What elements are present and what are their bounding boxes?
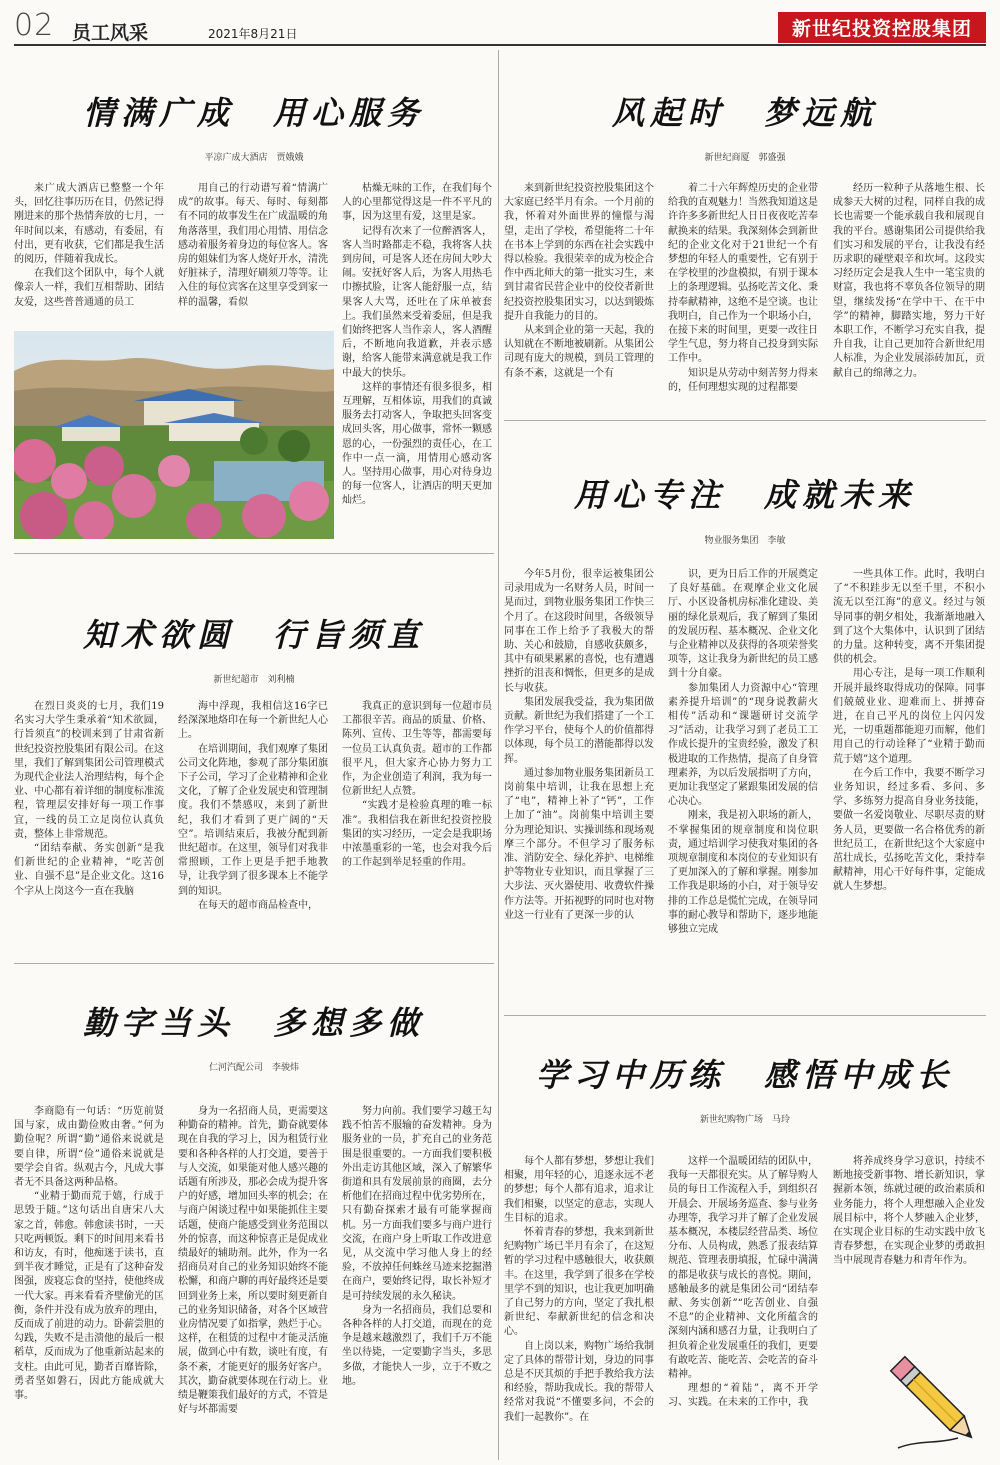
article-title: 风起时 梦远航: [611, 94, 878, 132]
article-column: 用自己的行动谱写着“情满广成”的故事。每天、每时、每刻都有不同的故事发生在广成温暖的角角落落里，我们用心用情、用信念感动着服务着身边的每位客人。客房的姐妹们为客人烧好开水，清洗好脏袜子，清理好刷须刀等等。让入住的每位宾客在这里享受到家一样的温馨，看似: [178, 183, 328, 308]
center-divider: [498, 50, 499, 1460]
article-column: 每个人都有梦想，梦想让我们相聚，用年轻的心，追逐永远不老的梦想；每个人都有追求，追求让我们相聚，以坚定的意志，实现人生目标的追求。 怀着青春的梦想，我来到新世纪购物广场已半月有余了，在这短暂的学习过程中感触很大，收获颇丰。在这里，我学到了很多在学校里学不到的知识，也让我更加明确了自己努力的方向，坚定了我扎根新世纪、奉献新世纪的信念和决心。 自上岗以来，购物广场给我制定了具体的帮带计划，身边的同事总是不厌其烦的手把手教给我方法和经验，帮助我成长。我的帮带人经常对我说“不懂要多问，不会的我们一起教你”。在: [504, 1156, 654, 1423]
article-title: 用心专注 成就未来: [573, 476, 916, 514]
issue-date: 2021年8月21日: [208, 27, 298, 41]
divider: [14, 963, 494, 964]
header-rule: [14, 44, 986, 46]
article-column: 一些具体工作。此时，我明白了“不积跬步无以至千里，不积小流无以至江海”的意义。经过与领导同事的朝夕相处，我渐渐地融入到了这个大集体中，认识到了团结的力量。这种转变，离不开集团提供的机会。 用心专注，是每一项工作顺利开展并最终取得成功的保障。同事们兢兢业业、迎难而上、拼搏奋进，在自己平凡的岗位上闪闪发光，一切重题都能迎刃而解，他们用自己的行动诠释了“业精于勤而荒于嬉”这个道理。 在今后工作中，我要不断学习业务知识，经过多看、多问、多学、多练努力提高自身业务技能，要做一名爱岗敬业、尽职尽责的财务人员，更要做一名合格优秀的新世纪员工，在新世纪这个大家庭中茁壮成长，弘扬吃苦文化，秉持奉献精神，用心干好每件事，定能成就人生梦想。: [833, 569, 985, 893]
divider: [14, 553, 494, 554]
article-byline: 新世纪商厦 郭盛强: [704, 153, 786, 163]
article-column: 着二十六年辉煌历史的企业带给我的直观魅力！当然我知道这是许许多多新世纪人日日夜夜吃苦奉献换来的结果。我深刻体会到新世纪的企业文化对于21世纪一个有梦想的年轻人的重要性，它有别于在学校里的沙盘模拟，有别于课本上的条理逻辑。弘扬吃苦文化、秉持奉献精神，这绝不是空谈。也让我明白，自己作为一个职场小白，在接下来的时间里，更要一改往日学生气息，努力将自己投身到实际工作中。 知识是从劳动中刻苦努力得来的，任何理想实现的过程都要: [668, 183, 818, 393]
page-number: 02: [14, 8, 55, 43]
article-column: 来到新世纪投资控股集团这个大家庭已经半月有余。一个月前的我，怀着对外面世界的憧憬与渴望，走出了学校，希望能将二十年在书本上学到的东西在社会实践中得以检验。我很荣幸的成为校企合作中西北师大的第一批实习生，来到甘肃省民营企业中的佼佼者新世纪投资控股集团实习，以达到锻炼提升自我能力的目的。 从来到企业的第一天起，我的认知就在不断地被刷新。从集团公司现有庞大的规模，到员工管理的有条不紊，这就是一个有: [504, 183, 654, 379]
divider: [504, 420, 986, 421]
article-column: 身为一名招商人员，更需要这种勤奋的精神。首先，勤奋就要体现在自我的学习上，因为租赁行业要和各种各样的人打交道，要善于与人交流，如果能对他人感兴趣的话题有所涉及，那必会成为提升客户的好感，增加回头率的机会；在与商户闲谈过程中如果能抓住主要话题，使商户能感受到业务范围以外的惊喜，而这种惊喜正是促成业绩最好的辅助剂。此外，作为一名招商员对自己的业务知识始终不能松懈，和商户聊的再好最终还是要回到业务上来，所以要时刻更新自己的业务知识储备，对各个区域营业房情况要了如指掌，熟烂于心。这样，在租赁的过程中才能灵活施展，做到心中有数，谈吐有度，有条不紊，才能更好的服务好客户。其次，勤奋就要体现在行动上。业绩是鞭策我们最好的方式，不管是好与坏都需要: [178, 1106, 328, 1416]
hotel-photo: [14, 331, 334, 539]
section-title: 员工风采: [72, 22, 149, 44]
article-column: 识，更为日后工作的开展奠定了良好基础。在观摩企业文化展厅、小区设备机房标准化建设、美丽的绿化景观后，我了解到了集团的发展历程、基本概况、企业文化与企业精神以及获得的各项荣誉奖项等，这让我身为新世纪的员工感到十分自豪。 参加集团人力资源中心“管理素养提升培训”的“现身说教薪火相传”活动和“课题研讨交流学习”活动，让我学习到了老员工工作成长提升的宝贵经验，激发了积极进取的工作热情，提高了自身管理素养，为以后发展指明了方向，更加让我坚定了紧跟集团发展的信心决心。 刚来，我是初入职场的新人，不掌握集团的规章制度和岗位职责，通过培训学习使我对集团的各项规章制度和本岗位的专业知识有了更加深入的了解和掌握。刚参加工作我是职场的小白，对于领导安排的工作总是慌忙完成，在领导同事的耐心教导和帮助下，逐步地能够独立完成: [668, 569, 818, 936]
article-column: 努力向前。我们要学习越王勾践不怕苦不服输的奋发精神。身为服务业的一员，扩充自己的业务范围是很重要的。一方面我们要积极外出走访其他区域，深入了解繁华街道和具有发展前景的商圈，去分析他们在招商过程中优劣势所在，只有勤奋探索才最有可能掌握商机。另一方面我们要多与商户进行交流，在商户身上听取工作改进意见，从交流中学习他人身上的经验，不放掉任何蛛丝马迹来挖掘潜在商户，要始终记得，取长补短才是可持续发展的永久秘诀。 身为一名招商员，我们总要和各种各样的人打交道，而现在的竞争是越来越激烈了，我们千万不能坐以待毙，一定要勤字当头，多思多做，才能快人一步，立于不败之地。: [342, 1106, 492, 1387]
article-column: 我真正的意识到每一位超市员工都很辛苦。商品的质量、价格、陈列、宣传、卫生等等，都需要每一位员工认真负责。超市的工作都很平凡，但大家齐心协力努力工作，为企业创造了利润，我为每一位新世纪人点赞。 “实践才是检验真理的唯一标准”。我相信我在新世纪投资控股集团的实习经历，一定会是我职场中浓墨重彩的一笔，也会对我今后的工作起到举足轻重的作用。: [342, 701, 492, 869]
article-column: 海中浮现，我相信这16字已经深深地烙印在每一个新世纪人心上。 在培训期间，我们观摩了集团公司文化阵地，参观了部分集团旗下子公司，学习了企业精神和企业文化，了解了企业发展史和管理制度。我们不禁感叹，来到了新世纪，我们才看到了更广阔的“天空”。培训结束后，我被分配到新世纪超市。在这里，领导们对我非常照顾，工作上更是手把手地教导，让我学到了很多课本上不能学到的知识。 在每天的超市商品检查中，: [178, 701, 328, 911]
article-column: 李商隐有一句话：“历览前贤国与家，成由勤俭败由奢。”何为勤俭呢？所谓“勤”通俗来说就是要自律，所谓“俭”通俗来说就是要学会自省。纵观古今，凡成大事者无不具备这两种品格。 “业精于勤而荒于嬉，行成于思毁于随。”这句话出自唐宋八大家之首，韩愈。韩愈读书时，一天只吃两顿饭。剩下的时间用来看书和访友，有时，他痴迷于读书，直到半夜才睡觉，正是有了这种奋发图强，废寝忘食的坚持，使他终成一代大家。再来看看齐壁偷光的匡衡，条件并没有成为放弃的理由，反而成了前进的动力。卧薪尝胆的勾践，失败不是击溃他的最后一根稻草，反而成为了他重新站起来的支柱。由此可见，勤者百靡皆除，勇者坚如磐石，因此方能成就大事。: [14, 1106, 164, 1402]
article-title: 知术欲圆 行旨须直: [82, 616, 425, 654]
pencil-icon: [888, 1348, 984, 1456]
article-column: 这样一个温暖团结的团队中，我每一天都很充实。从了解导购人员的每日工作流程入手，到组织召开晨会、开展场务巡查、参与业务办理等，我学习并了解了企业发展基本概况，本楼层经营品类、场位分布、人员构成，熟悉了报表结算规范、管理表册填报，忙碌中满满的都是收获与成长的喜悦。期间，感触最多的就是集团公司“团结奉献、务实创新”“吃苦创业、自强不息”的企业精神、文化所蕴含的深刻内涵和感召力量，让我明白了担负着企业发展重任的我们，更要有敢吃苦、能吃苦、会吃苦的奋斗精神。 理想的“着陆”，离不开学习、实践。在未来的工作中，我: [668, 1156, 818, 1409]
article-byline: 物业服务集团 李敏: [704, 536, 786, 546]
article-column: 将养成终身学习意识，持续不断地接受新事物、增长新知识，掌握新本领，练就过硬的政治素质和业务能力，将个人理想融入企业发展目标中，将个人梦融入企业梦，在实现企业目标的生动实践中放飞青春梦想，在实现企业梦的勇敢担当中展现青春魅力和青年作为。: [833, 1156, 985, 1267]
article-column: 在烈日炎炎的七月，我们19名实习大学生秉承着“知术欲圆，行旨须直”的校训来到了甘肃省新世纪投资控股集团有限公司。在这里，我们了解到集团公司管理模式为现代企业法人治理结构，每个企业、中心都有着详细的制度标准流程，管理层安排好每一项工作事宜，一线的员工立足岗位认真负责，整体上非常规范。 “团结奉献、务实创新”是我们新世纪的企业精神，“吃苦创业、自强不息”是企业文化。这16个字从上岗这今一直在我脑: [14, 701, 164, 897]
article-column: 来广成大酒店已整整一个年头，回忆往事历历在目，仍然记得刚进来的那个热情奔放的七月，一年时间以来，有感动，有委屈，有付出，更有收获，它们都是我生活的阅历，伴随着我成长。 在我们这个团队中，每个人就像亲人一样，我们互相帮助、团结友爱，这些普普通通的员工: [14, 183, 164, 308]
group-logo: 新世纪投资控股集团: [778, 12, 986, 43]
article-column: 经历一粒种子从落地生根、长成参天大树的过程，同样自我的成长也需要一个能承载自我和展现自我的平台。感谢集团公司提供给我们实习和发展的平台，让我没有经历求职的碰壁艰辛和坎坷。这段实习经历定会是我人生中一笔宝贵的财富，我也将不辜负各位领导的期望，继续发扬“在学中干、在干中学”的精神，脚踏实地，努力干好本职工作，不断学习充实自我，提升自我，让自己更加符合新世纪用人标准，为企业发展添砖加瓦，贡献自己的绵薄之力。: [833, 183, 985, 379]
article-title: 勤字当头 多想多做: [82, 1004, 425, 1042]
article-column: 枯燥无味的工作，在我们每个人的心里都觉得这是一件不平凡的事，因为这里有爱，这里是家。 记得有次来了一位醉酒客人，客人当时路都走不稳，我将客人扶到房间，可是客人还在房间大吵大闹。安抚好客人后，为客人用热毛巾擦拭脸，让客人能舒服一点，结果客人大骂，还吐在了床单被套上。我们虽然来受着委屈，但是我们始终把客人当作亲人，客人酒醒后，不断地向我道歉，并表示感谢，给客人能带来满意就是我工作中最大的快乐。 这样的事情还有很多很多，相互理解，互相体谅，用我们的真诚服务去打动客人，争取把头回客变成回头客，用心做事，常怀一颗感恩的心，一份强烈的责任心，在工作中一点一滴，用情用心感动客人。坚持用心做事，用心对待身边的每一位客人，让酒店的明天更加灿烂。: [342, 183, 492, 507]
article-byline: 新世纪购物广场 马玲: [699, 1115, 790, 1125]
article-byline: 平凉广成大酒店 贾娥娥: [204, 153, 304, 163]
article-column: 今年5月份，很幸运被集团公司录用成为一名财务人员，时间一晃而过，到物业服务集团工作快三个月了。在这段时间里，各级领导同事在工作上给予了我极大的帮助、关心和鼓励，自感收获颇多，其中有硕果累累的喜悦，也有遭遇挫折的沮丧和惆怅，但更多的是成长与收获。 集团发展我受益，我为集团做贡献。新世纪为我们搭建了一个工作学习平台，使每个人的价值都得以体现，每个员工的潜能都得以发挥。 通过参加物业服务集团新员工岗前集中培训，让我在思想上充了“电”，精神上补了“钙”，工作上加了“油”。岗前集中培训主要分为理论知识、实操训练和现场观摩三个部分。不但学习了服务标准、消防安全、绿化养护、电梯维护等物业专业知识，而且掌握了三大步法、灭火器使用、收费软件操作方法等。开拓视野的同时也对物业这一行业有了更深一步的认: [504, 569, 654, 921]
article-title: 学习中历练 感悟中成长: [535, 1056, 954, 1094]
article-title: 情满广成 用心服务: [82, 94, 425, 132]
article-byline: 仁河汽配公司 李骏炜: [208, 1063, 299, 1073]
article-byline: 新世纪超市 刘利楠: [213, 675, 295, 685]
divider: [504, 1015, 986, 1016]
